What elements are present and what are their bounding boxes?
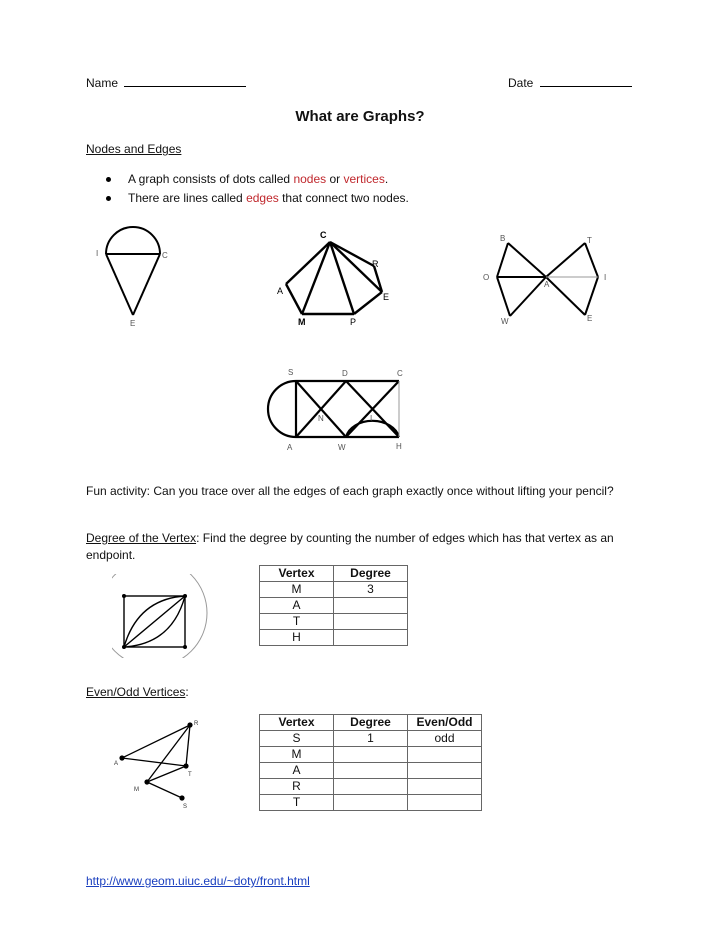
table-row: A [260,763,482,779]
table-row: R [260,779,482,795]
table-header: Degree [334,566,408,582]
vertex-label: E [130,319,136,328]
vertex-label: M [134,787,139,793]
page-title: What are Graphs? [295,108,425,125]
vertex-label: C [162,251,168,260]
name-label: Name [86,76,119,90]
section-heading-degree: Degree of the Vertex [86,531,197,545]
vertex-label: T [587,236,592,245]
vertex-label: R [372,259,379,269]
vertex-label: O [483,273,490,282]
degree-paragraph: Degree of the Vertex: Find the degree by counting the number of edges which has that vertex as an endpoint. [86,531,614,562]
date-blank[interactable] [540,75,632,87]
vertex-label: I [370,414,373,423]
footer-link[interactable]: http://www.geom.uiuc.edu/~doty/front.html [86,874,310,888]
graph-bowtie [478,228,618,328]
vertex-label: W [501,317,509,326]
graph-fan [268,228,398,333]
date-field [508,75,632,90]
vertex-label: T [188,772,192,778]
vertex-label: S [288,368,294,377]
vertex-label: M [298,317,306,327]
table-header: Vertex [260,715,334,731]
table-header: Vertex [260,566,334,582]
vertex-label: A [544,280,550,289]
table-row: T [260,614,408,630]
table-header: Even/Odd [408,715,482,731]
evenodd-table [259,714,482,811]
list-item: There are lines called edges that connect two nodes. [106,189,409,208]
vertex-label: R [194,721,199,727]
vertex-label: E [587,314,593,323]
bullet-list [106,170,409,208]
table-header: Degree [334,715,408,731]
vertex-label: B [500,234,506,243]
vertex-label: H [396,442,402,451]
vertex-label: W [338,443,346,452]
graph-square-circle [112,574,222,658]
vertex-label: I [96,249,99,258]
graph-double-bowtie [260,362,415,457]
section-heading-nodes-edges: Nodes and Edges [86,142,182,156]
table-row: A [260,598,408,614]
vertex-label: D [342,369,348,378]
evenodd-heading: Even/Odd Vertices: [86,685,189,699]
vertex-label: C [397,369,403,378]
table-row: T [260,795,482,811]
graph-cone [90,225,180,335]
vertex-label: N [318,414,324,423]
table-row: S 1 odd [260,731,482,747]
vertex-label: C [320,230,327,240]
vertex-label: I [604,273,607,282]
vertex-label: P [350,317,357,327]
vertex-label: E [383,292,390,302]
vertex-label: A [277,286,284,296]
date-label: Date [508,76,534,90]
table-row: M 3 [260,582,408,598]
graph-evenodd [110,716,210,816]
vertex-label: S [183,804,188,810]
activity-text: Fun activity: Can you trace over all the edges of each graph exactly once without lifting your pencil? [86,484,614,498]
name-field [86,75,246,90]
vertex-label: A [114,761,119,767]
table-row: H [260,630,408,646]
name-blank[interactable] [124,75,246,87]
degree-table [259,565,408,646]
list-item: A graph consists of dots called nodes or vertices. [106,170,409,189]
vertex-label: A [287,443,293,452]
table-row: M [260,747,482,763]
